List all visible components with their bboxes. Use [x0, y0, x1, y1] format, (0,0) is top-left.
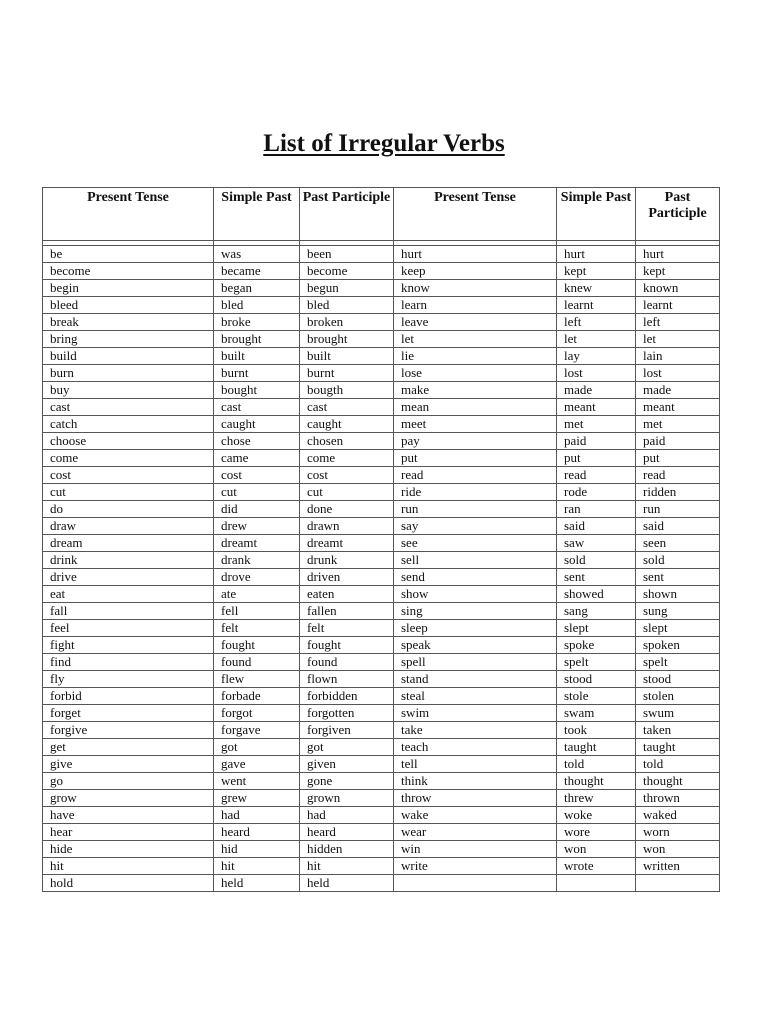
- table-cell: hurt: [557, 246, 636, 263]
- table-row: [43, 484, 720, 501]
- table-row: [43, 535, 720, 552]
- table-cell: see: [394, 535, 557, 552]
- table-cell: bled: [214, 297, 300, 314]
- table-cell: draw: [43, 518, 214, 535]
- irregular-verbs-table: [42, 187, 720, 892]
- table-row: [43, 790, 720, 807]
- table-cell: taught: [557, 739, 636, 756]
- table-cell: seen: [636, 535, 720, 552]
- table-row: [43, 586, 720, 603]
- table-cell: keep: [394, 263, 557, 280]
- table-cell: drink: [43, 552, 214, 569]
- table-cell: knew: [557, 280, 636, 297]
- table-cell: drew: [214, 518, 300, 535]
- table-cell: left: [557, 314, 636, 331]
- table-cell: spoke: [557, 637, 636, 654]
- table-cell: thrown: [636, 790, 720, 807]
- table-cell: catch: [43, 416, 214, 433]
- table-cell: mean: [394, 399, 557, 416]
- table-cell: give: [43, 756, 214, 773]
- table-cell: burn: [43, 365, 214, 382]
- table-cell: shown: [636, 586, 720, 603]
- table-row: [43, 518, 720, 535]
- table-cell: read: [636, 467, 720, 484]
- table-row: [43, 705, 720, 722]
- table-cell: woke: [557, 807, 636, 824]
- table-cell: won: [557, 841, 636, 858]
- table-cell: wore: [557, 824, 636, 841]
- table-row: [43, 501, 720, 518]
- table-cell: tell: [394, 756, 557, 773]
- table-cell: spell: [394, 654, 557, 671]
- table-cell: say: [394, 518, 557, 535]
- table-cell: ridden: [636, 484, 720, 501]
- table-cell: make: [394, 382, 557, 399]
- table-cell: threw: [557, 790, 636, 807]
- table-cell: hid: [214, 841, 300, 858]
- table-cell: fly: [43, 671, 214, 688]
- table-cell: fell: [214, 603, 300, 620]
- table-cell: won: [636, 841, 720, 858]
- column-header: Simple Past: [557, 188, 636, 241]
- table-cell: leave: [394, 314, 557, 331]
- table-row: [43, 263, 720, 280]
- table-cell: spelt: [636, 654, 720, 671]
- table-row: [43, 569, 720, 586]
- table-cell: speak: [394, 637, 557, 654]
- table-row: [43, 824, 720, 841]
- table-cell: drove: [214, 569, 300, 586]
- table-cell: bleed: [43, 297, 214, 314]
- table-cell: lost: [636, 365, 720, 382]
- table-cell: let: [636, 331, 720, 348]
- table-cell: lose: [394, 365, 557, 382]
- table-cell: grow: [43, 790, 214, 807]
- page-title: List of Irregular Verbs: [263, 130, 505, 157]
- table-cell: was: [214, 246, 300, 263]
- table-cell: forgiven: [300, 722, 394, 739]
- table-cell: caught: [214, 416, 300, 433]
- table-cell: run: [394, 501, 557, 518]
- table-cell: met: [636, 416, 720, 433]
- table-cell: hit: [300, 858, 394, 875]
- table-cell: swum: [636, 705, 720, 722]
- table-cell: stolen: [636, 688, 720, 705]
- table-cell: paid: [636, 433, 720, 450]
- table-cell: brought: [214, 331, 300, 348]
- table-cell: put: [394, 450, 557, 467]
- table-row: [43, 756, 720, 773]
- table-cell: let: [394, 331, 557, 348]
- table-cell: learn: [394, 297, 557, 314]
- table-cell: go: [43, 773, 214, 790]
- table-cell: hide: [43, 841, 214, 858]
- table-cell: said: [557, 518, 636, 535]
- table-cell: sold: [636, 552, 720, 569]
- table-cell: be: [43, 246, 214, 263]
- column-header: Present Tense: [43, 188, 214, 241]
- table-cell: said: [636, 518, 720, 535]
- table-cell: known: [636, 280, 720, 297]
- table-cell: spoken: [636, 637, 720, 654]
- table-cell: flew: [214, 671, 300, 688]
- table-cell: written: [636, 858, 720, 875]
- table-cell: send: [394, 569, 557, 586]
- table-cell: sell: [394, 552, 557, 569]
- table-cell: ran: [557, 501, 636, 518]
- table-cell: broke: [214, 314, 300, 331]
- table-cell: hit: [214, 858, 300, 875]
- table-cell: got: [300, 739, 394, 756]
- table-cell: eaten: [300, 586, 394, 603]
- table-cell: show: [394, 586, 557, 603]
- table-cell: cost: [214, 467, 300, 484]
- column-header: Present Tense: [394, 188, 557, 241]
- table-cell: worn: [636, 824, 720, 841]
- table-cell: lost: [557, 365, 636, 382]
- table-cell: heard: [214, 824, 300, 841]
- table-cell: sang: [557, 603, 636, 620]
- table-cell: began: [214, 280, 300, 297]
- table-cell: forbid: [43, 688, 214, 705]
- table-cell: let: [557, 331, 636, 348]
- table-cell: put: [636, 450, 720, 467]
- table-cell: broken: [300, 314, 394, 331]
- table-cell: drunk: [300, 552, 394, 569]
- table-cell: [636, 875, 720, 892]
- table-cell: lie: [394, 348, 557, 365]
- table-row: [43, 875, 720, 892]
- table-cell: given: [300, 756, 394, 773]
- table-cell: taught: [636, 739, 720, 756]
- table-cell: ride: [394, 484, 557, 501]
- table-cell: pay: [394, 433, 557, 450]
- table-cell: grew: [214, 790, 300, 807]
- table-cell: ate: [214, 586, 300, 603]
- table-cell: saw: [557, 535, 636, 552]
- table-cell: meant: [636, 399, 720, 416]
- table-cell: did: [214, 501, 300, 518]
- table-cell: done: [300, 501, 394, 518]
- table-row: [43, 654, 720, 671]
- table-cell: burnt: [214, 365, 300, 382]
- table-cell: sent: [636, 569, 720, 586]
- table-cell: dream: [43, 535, 214, 552]
- table-cell: have: [43, 807, 214, 824]
- table-row: [43, 331, 720, 348]
- table-cell: buy: [43, 382, 214, 399]
- table-cell: became: [214, 263, 300, 280]
- table-cell: heard: [300, 824, 394, 841]
- table-cell: forgave: [214, 722, 300, 739]
- table-cell: read: [394, 467, 557, 484]
- table-cell: dreamt: [214, 535, 300, 552]
- table-cell: write: [394, 858, 557, 875]
- table-cell: took: [557, 722, 636, 739]
- table-cell: felt: [214, 620, 300, 637]
- table-row: [43, 671, 720, 688]
- table-cell: begun: [300, 280, 394, 297]
- table-cell: built: [300, 348, 394, 365]
- table-cell: caught: [300, 416, 394, 433]
- table-cell: sing: [394, 603, 557, 620]
- table-cell: feel: [43, 620, 214, 637]
- table-cell: put: [557, 450, 636, 467]
- table-cell: gone: [300, 773, 394, 790]
- table-cell: grown: [300, 790, 394, 807]
- table-cell: take: [394, 722, 557, 739]
- table-cell: become: [300, 263, 394, 280]
- table-cell: wrote: [557, 858, 636, 875]
- table-cell: got: [214, 739, 300, 756]
- column-header: Past Participle: [300, 188, 394, 241]
- table-cell: went: [214, 773, 300, 790]
- table-cell: come: [300, 450, 394, 467]
- column-header: Simple Past: [214, 188, 300, 241]
- table-cell: found: [214, 654, 300, 671]
- table-cell: found: [300, 654, 394, 671]
- table-cell: been: [300, 246, 394, 263]
- table-cell: kept: [557, 263, 636, 280]
- table-row: [43, 858, 720, 875]
- table-cell: throw: [394, 790, 557, 807]
- table-cell: cut: [43, 484, 214, 501]
- table-row: [43, 603, 720, 620]
- table-cell: cast: [300, 399, 394, 416]
- table-cell: held: [300, 875, 394, 892]
- table-cell: know: [394, 280, 557, 297]
- table-cell: forgive: [43, 722, 214, 739]
- table-cell: drank: [214, 552, 300, 569]
- table-cell: made: [557, 382, 636, 399]
- table-cell: left: [636, 314, 720, 331]
- table-row: [43, 688, 720, 705]
- table-cell: hit: [43, 858, 214, 875]
- table-cell: forbidden: [300, 688, 394, 705]
- table-cell: hidden: [300, 841, 394, 858]
- table-cell: came: [214, 450, 300, 467]
- table-cell: built: [214, 348, 300, 365]
- table-cell: felt: [300, 620, 394, 637]
- table-cell: sold: [557, 552, 636, 569]
- table-row: [43, 841, 720, 858]
- table-cell: win: [394, 841, 557, 858]
- table-cell: teach: [394, 739, 557, 756]
- table-cell: spelt: [557, 654, 636, 671]
- table-cell: fought: [300, 637, 394, 654]
- table-cell: eat: [43, 586, 214, 603]
- table-row: [43, 297, 720, 314]
- table-row: [43, 416, 720, 433]
- table-cell: hurt: [636, 246, 720, 263]
- table-row: [43, 552, 720, 569]
- table-cell: thought: [636, 773, 720, 790]
- table-cell: had: [214, 807, 300, 824]
- table-row: [43, 467, 720, 484]
- table-cell: drive: [43, 569, 214, 586]
- table-cell: stole: [557, 688, 636, 705]
- table-cell: cut: [214, 484, 300, 501]
- table-cell: choose: [43, 433, 214, 450]
- table-cell: waked: [636, 807, 720, 824]
- table-cell: think: [394, 773, 557, 790]
- table-header-row: [43, 188, 720, 241]
- table-cell: bled: [300, 297, 394, 314]
- table-row: [43, 739, 720, 756]
- table-cell: fought: [214, 637, 300, 654]
- table-cell: learnt: [636, 297, 720, 314]
- table-cell: gave: [214, 756, 300, 773]
- table-cell: lay: [557, 348, 636, 365]
- table-cell: paid: [557, 433, 636, 450]
- table-cell: slept: [557, 620, 636, 637]
- table-row: [43, 637, 720, 654]
- table-cell: kept: [636, 263, 720, 280]
- table-cell: cost: [300, 467, 394, 484]
- table-cell: rode: [557, 484, 636, 501]
- table-cell: find: [43, 654, 214, 671]
- table-cell: drawn: [300, 518, 394, 535]
- table-cell: told: [636, 756, 720, 773]
- table-cell: stand: [394, 671, 557, 688]
- table-cell: lain: [636, 348, 720, 365]
- table-cell: break: [43, 314, 214, 331]
- table-cell: forgotten: [300, 705, 394, 722]
- table-cell: forbade: [214, 688, 300, 705]
- table-cell: forgot: [214, 705, 300, 722]
- table-cell: told: [557, 756, 636, 773]
- table-cell: stood: [636, 671, 720, 688]
- table-cell: come: [43, 450, 214, 467]
- table-cell: [557, 875, 636, 892]
- table-cell: meet: [394, 416, 557, 433]
- table-cell: hold: [43, 875, 214, 892]
- table-row: [43, 280, 720, 297]
- table-cell: held: [214, 875, 300, 892]
- table-cell: met: [557, 416, 636, 433]
- table-cell: become: [43, 263, 214, 280]
- table-cell: had: [300, 807, 394, 824]
- table-cell: run: [636, 501, 720, 518]
- table-cell: driven: [300, 569, 394, 586]
- table-cell: brought: [300, 331, 394, 348]
- table-cell: chose: [214, 433, 300, 450]
- table-cell: hurt: [394, 246, 557, 263]
- table-cell: chosen: [300, 433, 394, 450]
- table-cell: sent: [557, 569, 636, 586]
- column-header: Past Participle: [636, 188, 720, 241]
- table-cell: wear: [394, 824, 557, 841]
- table-cell: meant: [557, 399, 636, 416]
- table-row: [43, 246, 720, 263]
- table-cell: burnt: [300, 365, 394, 382]
- table-cell: fallen: [300, 603, 394, 620]
- table-row: [43, 314, 720, 331]
- table-cell: read: [557, 467, 636, 484]
- table-cell: build: [43, 348, 214, 365]
- table-cell: made: [636, 382, 720, 399]
- table-cell: get: [43, 739, 214, 756]
- table-cell: taken: [636, 722, 720, 739]
- table-cell: fall: [43, 603, 214, 620]
- table-row: [43, 348, 720, 365]
- table-cell: swam: [557, 705, 636, 722]
- table-cell: learnt: [557, 297, 636, 314]
- table-cell: bought: [214, 382, 300, 399]
- table-row: [43, 433, 720, 450]
- table-cell: cast: [214, 399, 300, 416]
- table-cell: wake: [394, 807, 557, 824]
- table-row: [43, 773, 720, 790]
- table-row: [43, 807, 720, 824]
- table-row: [43, 450, 720, 467]
- table-cell: hear: [43, 824, 214, 841]
- table-cell: bring: [43, 331, 214, 348]
- table-cell: begin: [43, 280, 214, 297]
- table-row: [43, 365, 720, 382]
- table-cell: cost: [43, 467, 214, 484]
- table-cell: forget: [43, 705, 214, 722]
- table-cell: cast: [43, 399, 214, 416]
- table-cell: do: [43, 501, 214, 518]
- table-cell: flown: [300, 671, 394, 688]
- table-cell: steal: [394, 688, 557, 705]
- table-cell: [394, 875, 557, 892]
- table-cell: dreamt: [300, 535, 394, 552]
- table-cell: stood: [557, 671, 636, 688]
- table-cell: bougth: [300, 382, 394, 399]
- table-cell: sleep: [394, 620, 557, 637]
- table-cell: showed: [557, 586, 636, 603]
- table-cell: sung: [636, 603, 720, 620]
- table-row: [43, 382, 720, 399]
- table-row: [43, 399, 720, 416]
- table-cell: fight: [43, 637, 214, 654]
- table-cell: cut: [300, 484, 394, 501]
- table-cell: slept: [636, 620, 720, 637]
- table-row: [43, 620, 720, 637]
- table-cell: swim: [394, 705, 557, 722]
- table-cell: thought: [557, 773, 636, 790]
- table-row: [43, 722, 720, 739]
